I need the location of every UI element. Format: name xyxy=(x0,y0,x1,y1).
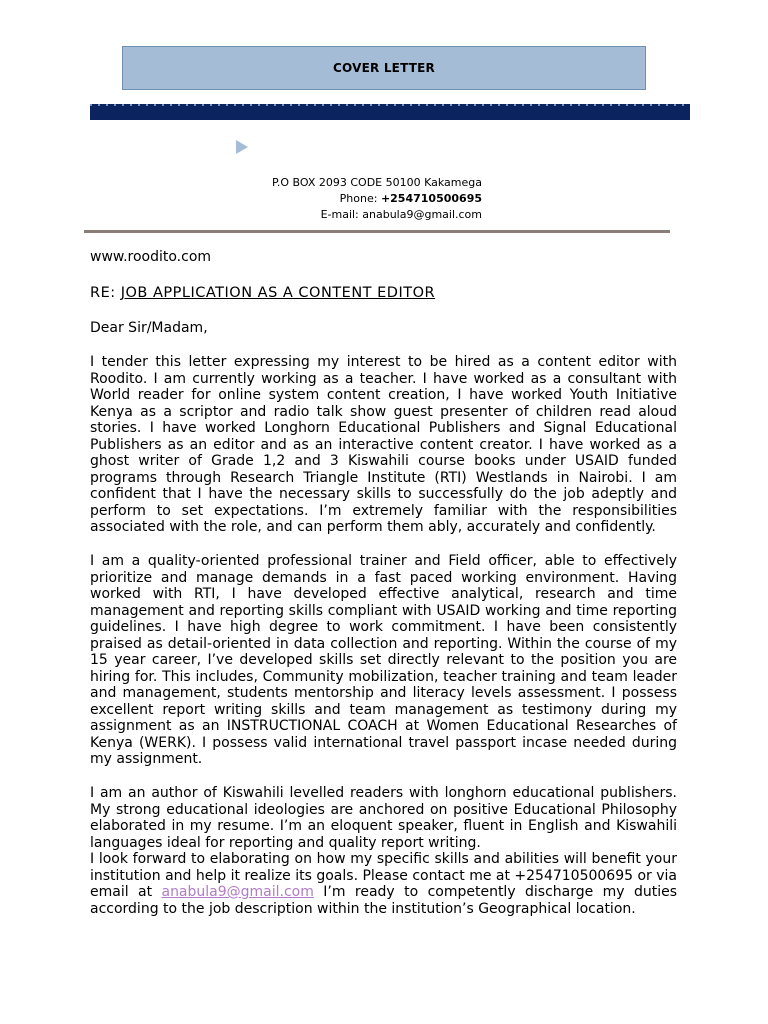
horizontal-rule xyxy=(84,230,670,233)
cover-letter-title xyxy=(122,46,646,90)
cover-letter-title-text: COVER LETTER xyxy=(333,61,435,75)
recipient-website: www.roodito.com xyxy=(90,249,212,265)
body-paragraph-1: I tender this letter expressing my interest to be hired as a content editor with Roodito. I am currently working as a teacher. I have worked as a consultant with World reader for online system content creation, I have worked Youth Initiative Kenya as a scriptor and radio talk show guest presenter of children read aloud stories. I have worked Longhorn Educational Publishers and Signal Educational Publishers as an editor and as an interactive content creator. I have worked as a ghost writer of Grade 1,2 and 3 Kiswahili course books under USAID funded programs through Research Triangle Institute (RTI) Westlands in Nairobi. I am confident that I have the necessary skills to successfully do the job adeptly and perform to set expectations. I’m extremely familiar with the responsibilities associated with the role, and can perform them ably, accurately and confidently. xyxy=(90,354,677,535)
phone-label: Phone: xyxy=(339,192,381,205)
closing-text-end: I’m ready to competently discharge my duties according to the job description within the institution’s Geographical location. xyxy=(90,884,677,917)
body-paragraph-3: I am an author of Kiswahili levelled readers with longhorn educational publishers. My strong educational ideologies are anchored on positive Educational Philosophy elaborated in my resume. I’m an eloquent speaker, fluent in English and Kiswahili languages ideal for reporting and quality report writing. xyxy=(90,785,677,851)
subject-label: RE: xyxy=(90,285,121,301)
header-divider-bar xyxy=(90,104,690,120)
closing-text-start: I look forward to elaborating on how my specific skills and abilities will benefit your institution and help it realize its goals. Please contact me at +254710500695 or via email at xyxy=(90,851,678,900)
dotted-border xyxy=(90,104,690,106)
body-paragraph-4 xyxy=(90,851,677,917)
email-line: E-mail: anabula9@gmail.com xyxy=(320,208,482,221)
salutation: Dear Sir/Madam, xyxy=(90,320,208,336)
arrow-bullet-icon xyxy=(236,140,248,154)
phone-value: +254710500695 xyxy=(380,192,482,205)
phone-line xyxy=(200,191,482,207)
address-line: P.O BOX 2093 CODE 50100 Kakamega xyxy=(271,176,482,189)
contact-block xyxy=(200,175,482,223)
subject-text: JOB APPLICATION AS A CONTENT EDITOR xyxy=(120,285,436,301)
body-paragraph-2: I am a quality-oriented professional trainer and Field officer, able to effectively prioritize and manage demands in a fast paced working environment. Having worked with RTI, I have developed effective analytical, research and time management and reporting skills compliant with USAID working and time reporting guidelines. I have high degree to work commitment. I have been consistently praised as detail-oriented in data collection and reporting. Within the course of my 15 year career, I’ve developed skills set directly relevant to the position you are hiring for. This includes, Community mobilization, teacher training and team leader and management, students mentorship and literacy levels assessment. I possess excellent report writing skills and team management as testimony during my assignment as an INSTRUCTIONAL COACH at Women Educational Researches of Kenya (WERK). I possess valid international travel passport incase needed during my assignment. xyxy=(90,553,677,767)
email-link[interactable]: anabula9@gmail.com xyxy=(161,884,314,900)
subject-line xyxy=(90,285,435,301)
